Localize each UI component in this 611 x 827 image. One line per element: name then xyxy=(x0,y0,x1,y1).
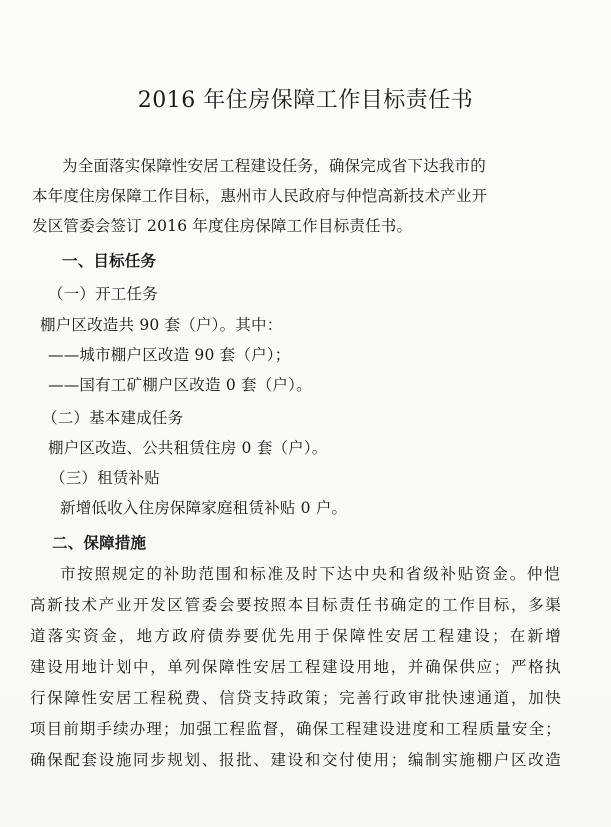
subsection-1-line-2: ——城市棚户区改造 90 套（户）； xyxy=(48,346,291,364)
section-2-line-4: 建设用地计划中，单列保障性安居工程建设用地，并确保供应；严格执 xyxy=(30,658,561,676)
subsection-3-line-1: 新增低收入住房保障家庭租赁补贴 0 户。 xyxy=(60,499,348,517)
subsection-1-line-3: ——国有工矿棚户区改造 0 套（户）。 xyxy=(48,376,312,394)
section-2-line-2: 高新技术产业开发区管委会要按照本目标责任书确定的工作目标，多渠 xyxy=(30,596,561,614)
subsection-2-heading: （二）基本建成任务 xyxy=(42,409,184,427)
section-2-line-6: 项目前期手续办理；加强工程监督，确保工程建设进度和工程质量安全； xyxy=(30,720,561,738)
section-2-line-1: 市按照规定的补助范围和标准及时下达中央和省级补贴资金。仲恺 xyxy=(60,565,560,583)
intro-line-2: 本年度住房保障工作目标，惠州市人民政府与仲恺高新技术产业开 xyxy=(32,187,488,205)
subsection-1-heading: （一）开工任务 xyxy=(48,285,158,303)
section-2-line-7: 确保配套设施同步规划、报批、建设和交付使用；编制实施棚户区改造 xyxy=(30,751,561,769)
section-2-heading: 二、保障措施 xyxy=(52,534,147,552)
subsection-2-line-1: 棚户区改造、公共租赁住房 0 套（户）。 xyxy=(48,439,328,457)
intro-line-1: 为全面落实保障性安居工程建设任务，确保完成省下达我市的 xyxy=(62,157,486,175)
subsection-1-line-1: 棚户区改造共 90 套（户）。其中： xyxy=(40,316,283,334)
section-2-line-5: 行保障性安居工程税费、信贷支持政策；完善行政审批快速通道，加快 xyxy=(30,689,561,707)
document-title: 2016 年住房保障工作目标责任书 xyxy=(137,88,474,113)
subsection-3-heading: （三）租赁补贴 xyxy=(50,469,160,487)
intro-line-3: 发区管委会签订 2016 年度住房保障工作目标责任书。 xyxy=(32,217,413,235)
section-1-heading: 一、目标任务 xyxy=(62,252,157,270)
section-2-line-3: 道落实资金，地方政府债券要优先用于保障性安居工程建设；在新增 xyxy=(30,627,561,645)
